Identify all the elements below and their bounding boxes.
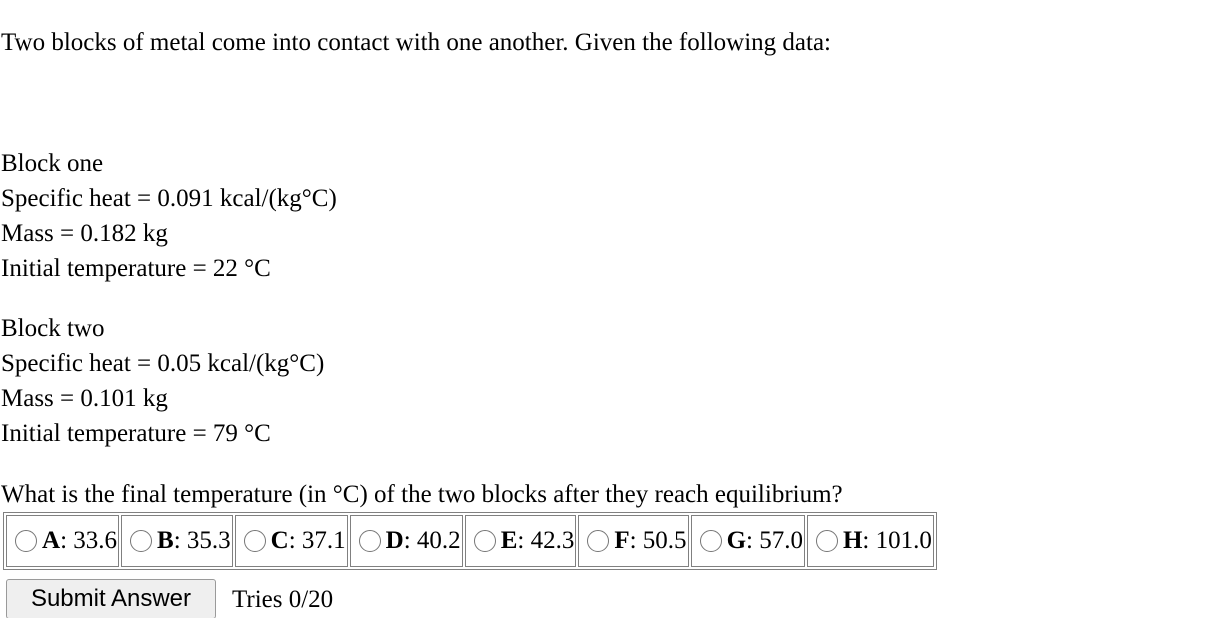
- block-one-mass: Mass = 0.182 kg: [1, 220, 168, 247]
- choice-h-cell[interactable]: [807, 515, 934, 567]
- choice-a[interactable]: [11, 527, 117, 555]
- question-text: What is the final temperature (in °C) of the two blocks after they reach equilibrium?: [1, 481, 843, 508]
- choice-c-value: : 37.1: [288, 527, 346, 554]
- choice-h-value: : 101.0: [862, 527, 932, 554]
- block-two-title: Block two: [1, 315, 105, 342]
- block-two-initial-temperature: Initial temperature = 79 °C: [1, 420, 271, 447]
- choice-g-value: : 57.0: [746, 527, 803, 554]
- problem-intro: Two blocks of metal come into contact with one another. Given the following data:: [1, 29, 831, 56]
- radio-unselected-icon[interactable]: [130, 530, 152, 552]
- radio-unselected-icon[interactable]: [474, 530, 496, 552]
- answer-choices: [3, 512, 937, 570]
- radio-unselected-icon[interactable]: [244, 530, 266, 552]
- choice-b[interactable]: [126, 527, 231, 555]
- radio-unselected-icon[interactable]: [816, 530, 838, 552]
- choice-f-cell[interactable]: [578, 515, 688, 567]
- choice-b-value: : 35.3: [173, 527, 231, 554]
- choice-c[interactable]: [240, 527, 346, 555]
- choice-e-value: : 42.3: [517, 527, 575, 554]
- choice-e[interactable]: [470, 527, 575, 555]
- block-two-specific-heat: Specific heat = 0.05 kcal/(kg°C): [1, 350, 325, 377]
- submit-answer-button[interactable]: Submit Answer: [6, 579, 216, 618]
- choice-a-letter: A: [42, 527, 61, 554]
- choice-c-cell[interactable]: [235, 515, 348, 567]
- choice-f[interactable]: [583, 527, 686, 555]
- tries-counter: Tries 0/20: [232, 586, 334, 613]
- choice-d-letter: D: [385, 527, 404, 554]
- choice-h-letter: H: [842, 527, 863, 554]
- answer-choices-row: [6, 515, 934, 567]
- choice-e-letter: E: [500, 527, 518, 554]
- radio-unselected-icon[interactable]: [700, 530, 722, 552]
- choice-d-cell[interactable]: [350, 515, 463, 567]
- choice-e-cell[interactable]: [465, 515, 577, 567]
- choice-g-letter: G: [726, 527, 747, 554]
- choice-a-cell[interactable]: [6, 515, 119, 567]
- block-one-specific-heat: Specific heat = 0.091 kcal/(kg°C): [1, 185, 337, 212]
- choice-a-value: : 33.6: [60, 527, 118, 554]
- choice-f-value: : 50.5: [629, 527, 687, 554]
- choice-d[interactable]: [355, 527, 461, 555]
- choice-f-letter: F: [614, 527, 630, 554]
- block-two-mass: Mass = 0.101 kg: [1, 385, 168, 412]
- choice-g-cell[interactable]: [691, 515, 805, 567]
- choice-g[interactable]: [696, 527, 803, 555]
- block-one-title: Block one: [1, 150, 104, 177]
- choice-b-cell[interactable]: [121, 515, 233, 567]
- choice-b-letter: B: [157, 527, 174, 554]
- choice-c-letter: C: [270, 527, 289, 554]
- block-one-initial-temperature: Initial temperature = 22 °C: [1, 255, 271, 282]
- radio-unselected-icon[interactable]: [587, 530, 609, 552]
- choice-d-value: : 40.2: [403, 527, 461, 554]
- choice-h[interactable]: [812, 527, 932, 555]
- radio-unselected-icon[interactable]: [15, 530, 37, 552]
- radio-unselected-icon[interactable]: [359, 530, 381, 552]
